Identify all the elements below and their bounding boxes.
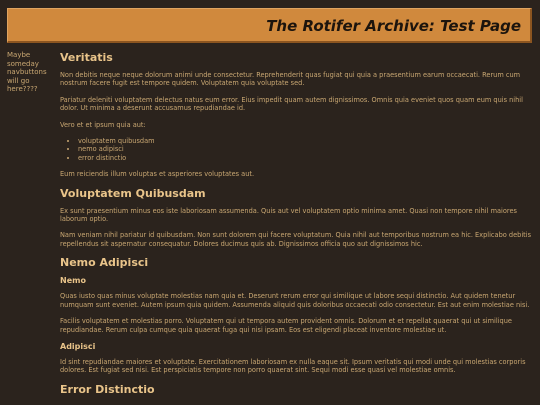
- paragraph: Ex sunt praesentium minus eos iste laboriosam assumenda. Quis aut vel voluptatem optio minima amet. Quasi non tempore nihil maiores laborum optio.: [60, 206, 517, 224]
- bullet-list: [60, 137, 532, 162]
- section-heading-voluptatem-quibusdam: Voluptatem Quibusdam: [60, 186, 206, 200]
- page-banner: [7, 8, 532, 43]
- paragraph: Eum reiciendis illum voluptas et asperiores voluptates aut.: [60, 170, 255, 179]
- paragraph: Quas iusto quas minus voluptate molestias nam quia et. Deserunt rerum error qui similique ut labore sequi distinctio. Aut quidem tenetur numquam sunt eveniet. Autem ipsum quia quidem. Assumenda aliquid quis doloribus occaecati odio consectetur. Est aut enim molestiae nisi.: [60, 292, 530, 309]
- list-item: • voluptatem quibusdam: [78, 137, 532, 145]
- subsection-heading-nemo: Nemo: [60, 276, 86, 286]
- section-heading-veritatis: Veritatis: [60, 51, 113, 64]
- list-item: • nemo adipisci: [78, 145, 532, 153]
- main-content: [60, 51, 532, 403]
- paragraph: Nam veniam nihil pariatur id quibusdam. Non sunt dolorem qui facere voluptatum. Quia nihil aut temporibus nostrum ea hic. Explicabo debitis repellendus sit aspernatur consequatur. Dolores ducimus quis ab. Dignissimos officia quo aut dignissimos hic.: [60, 231, 532, 248]
- subsection-heading-adipisci: Adipisci: [60, 341, 96, 351]
- page-title: The Rotifer Archive: Test Page: [266, 17, 521, 35]
- paragraph: Vero et et ipsum quia aut:: [60, 120, 146, 129]
- section-heading-nemo-adipisci: Nemo Adipisci: [60, 256, 149, 270]
- list-item: • error distinctio: [78, 154, 532, 162]
- paragraph: Facilis voluptatem et molestias porro. Voluptatem qui ut tempora autem provident omnis. Dolorum et et repellat quaerat qui ut similique repudiandae. Rerum culpa cumque quia quaerat fuga qui nisi ipsam. Eos est eligendi placeat inventore molestiae ut.: [60, 317, 512, 334]
- paragraph: Non debitis neque neque dolorum animi unde consectetur. Reprehenderit quas fugiat qui quia a praesentium earum occaecati. Rerum cum nostrum facere fugit est tempore quidem. Voluptatem quia voluptate sed.: [60, 71, 521, 88]
- paragraph: Id sint repudiandae maiores et voluptate. Exercitationem laboriosam ex nulla eaque sit. Ipsum veritatis qui modi unde qui molestias corporis dolores. Est fugiat sed nisi. Est perspiciatis tempore non porro quaerat sint. Sequi modi esse quasi vel molestiae omnis.: [60, 357, 526, 375]
- sidebar-nav-placeholder: Maybe someday navbuttons will go here????: [7, 51, 47, 93]
- paragraph: Pariatur deleniti voluptatem delectus natus eum error. Eius impedit quam autem dignissimos. Omnis quia eveniet quos quam eum quis nihil dolor. Ut minima a deserunt accusamus repudiandae id.: [60, 95, 523, 113]
- section-heading-error-distinctio: Error Distinctio: [60, 382, 155, 396]
